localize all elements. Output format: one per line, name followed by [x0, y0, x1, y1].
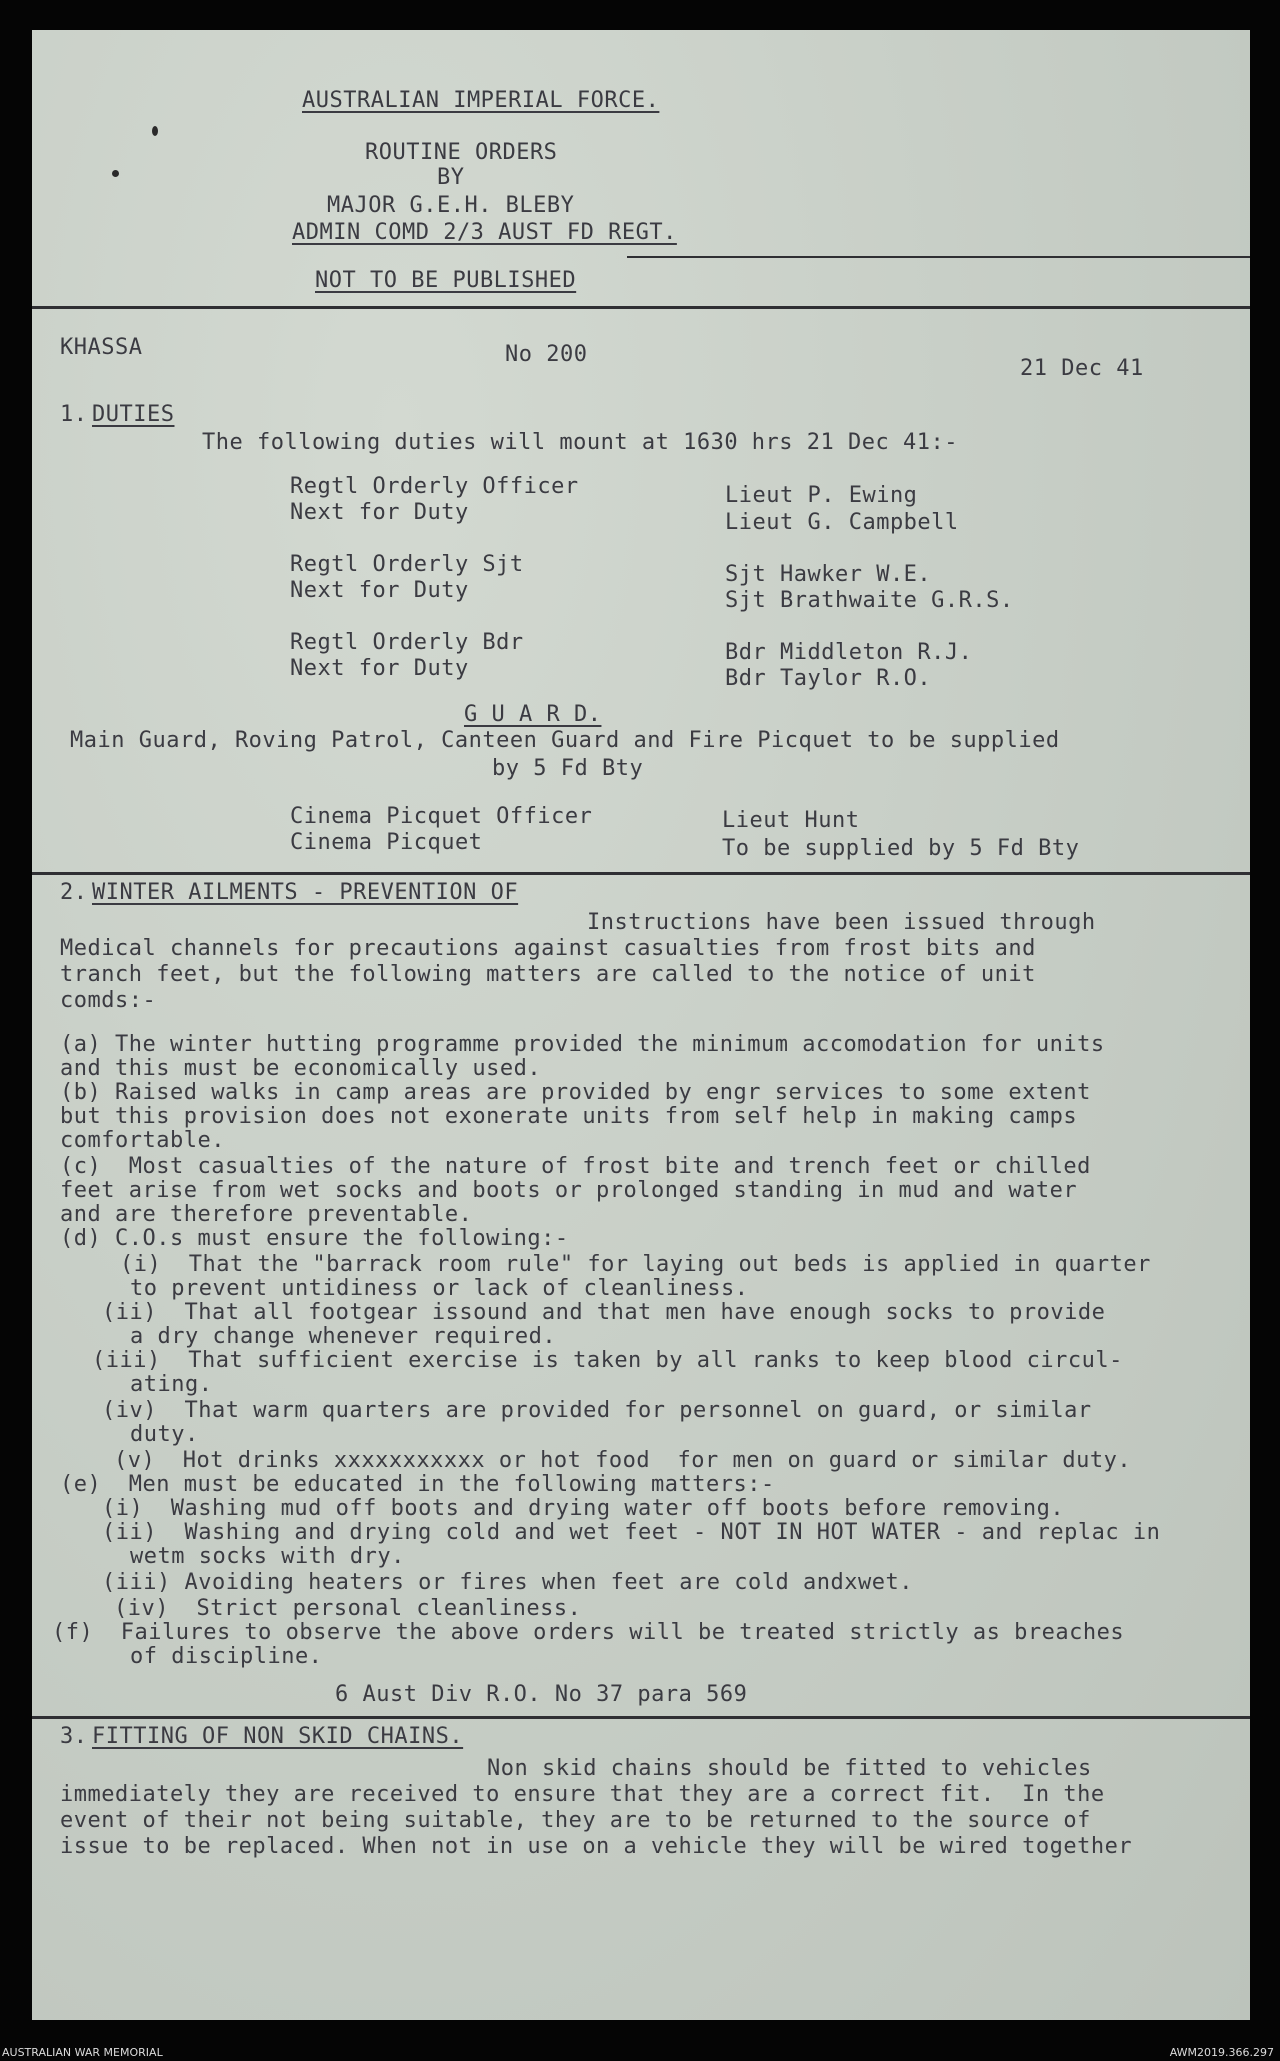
admin-comd: ADMIN COMD 2/3 AUST FD REGT.	[292, 220, 677, 245]
body-line: (d) C.O.s must ensure the following:-	[60, 1226, 569, 1251]
divider	[32, 872, 1250, 875]
ink-speck	[152, 126, 158, 136]
duty-name: Lieut G. Campbell	[725, 510, 959, 535]
order-number: No 200	[505, 342, 588, 367]
section-1-number: 1.	[60, 402, 88, 427]
section-2-number: 2.	[60, 880, 88, 905]
body-line: (i) That the "barrack room rule" for laying out beds is applied in quarter	[120, 1252, 1151, 1277]
body-line: (iv) That warm quarters are provided for personnel on guard, or similar	[102, 1398, 1092, 1423]
duty-name: Bdr Taylor R.O.	[725, 666, 932, 691]
body-line: (c) Most casualties of the nature of frost bite and trench feet or chilled	[60, 1154, 1091, 1179]
section-3-number: 3.	[60, 1724, 88, 1749]
orders-title: ROUTINE ORDERS	[365, 140, 558, 165]
body-line: tranch feet, but the following matters are called to the notice of unit	[60, 962, 1036, 987]
divider	[627, 256, 1250, 258]
body-line: but this provision does not exonerate units from self help in making camps	[60, 1104, 1078, 1129]
duty-name: Sjt Hawker W.E.	[725, 562, 932, 587]
body-line: wetm socks with dry.	[130, 1544, 405, 1569]
cinema-name: Lieut Hunt	[722, 808, 860, 833]
body-line: Non skid chains should be fitted to vehicles	[487, 1756, 1092, 1781]
section-3-heading: FITTING OF NON SKID CHAINS.	[92, 1724, 464, 1749]
body-line: (ii) Washing and drying cold and wet feet - NOT IN HOT WATER - and replac in	[102, 1520, 1161, 1545]
body-line: feet arise from wet socks and boots or prolonged standing in mud and water	[60, 1178, 1078, 1203]
document-page	[32, 30, 1250, 2020]
footer-credit: AUSTRALIAN WAR MEMORIAL	[2, 2046, 163, 2059]
body-line: (e) Men must be educated in the following matters:-	[60, 1472, 775, 1497]
duty-role: Next for Duty	[290, 500, 469, 525]
duty-role: Next for Duty	[290, 656, 469, 681]
divider	[32, 306, 1250, 309]
orders-by: BY	[437, 165, 465, 190]
duty-role: Next for Duty	[290, 578, 469, 603]
body-line: duty.	[130, 1422, 199, 1447]
duty-role: Regtl Orderly Sjt	[290, 552, 524, 577]
body-line: immediately they are received to ensure that they are a correct fit. In the	[60, 1782, 1105, 1807]
cinema-role: Cinema Picquet Officer	[290, 804, 593, 829]
duty-role: Regtl Orderly Bdr	[290, 630, 524, 655]
body-line: event of their not being suitable, they are to be returned to the source of	[60, 1808, 1091, 1833]
body-line: to prevent untidiness or lack of cleanliness.	[130, 1276, 749, 1301]
major-name: MAJOR G.E.H. BLEBY	[327, 193, 575, 218]
order-date: 21 Dec 41	[1020, 356, 1144, 381]
body-line: (iii) Avoiding heaters or fires when feet are cold andxwet.	[102, 1570, 913, 1595]
body-line: and are therefore preventable.	[60, 1202, 473, 1227]
cinema-name: To be supplied by 5 Fd Bty	[722, 836, 1080, 861]
section-1-heading: DUTIES	[92, 402, 175, 427]
cinema-role: Cinema Picquet	[290, 830, 483, 855]
body-line: and this must be economically used.	[60, 1056, 542, 1081]
section-2-heading: WINTER AILMENTS - PREVENTION OF	[92, 880, 519, 905]
footer-accession: AWM2019.366.297	[1169, 2046, 1274, 2059]
body-line: (ii) That all footgear issound and that men have enough socks to provide	[102, 1300, 1106, 1325]
duty-role: Regtl Orderly Officer	[290, 474, 579, 499]
guard-line: Main Guard, Roving Patrol, Canteen Guard and Fire Picquet to be supplied	[70, 728, 1060, 753]
guard-heading: G U A R D.	[464, 702, 602, 727]
body-line: (f) Failures to observe the above orders will be treated strictly as breaches	[52, 1620, 1125, 1645]
body-line: Instructions have been issued through	[587, 910, 1096, 935]
place: KHASSA	[60, 335, 143, 360]
body-line: of discipline.	[130, 1644, 323, 1669]
body-line: (b) Raised walks in camp areas are provided by engr services to some extent	[60, 1080, 1091, 1105]
body-line: (iii) That sufficient exercise is taken by all ranks to keep blood circul-	[92, 1348, 1123, 1373]
body-line: issue to be replaced. When not in use on a vehicle they will be wired together	[60, 1834, 1133, 1859]
body-line: (v) Hot drinks xxxxxxxxxxx or hot food for men on guard or similar duty.	[114, 1448, 1132, 1473]
body-line: (i) Washing mud off boots and drying water off boots before removing.	[102, 1496, 1065, 1521]
body-line: (a) The winter hutting programme provided the minimum accomodation for units	[60, 1032, 1105, 1057]
force-title: AUSTRALIAN IMPERIAL FORCE.	[302, 88, 660, 113]
body-line: (iv) Strict personal cleanliness.	[114, 1596, 582, 1621]
guard-line: by 5 Fd Bty	[492, 756, 644, 781]
ink-speck	[112, 170, 119, 177]
reference: 6 Aust Div R.O. No 37 para 569	[335, 1682, 748, 1707]
restriction-note: NOT TO BE PUBLISHED	[315, 268, 577, 293]
body-line: comfortable.	[60, 1128, 225, 1153]
divider	[32, 1716, 1250, 1719]
duty-name: Sjt Brathwaite G.R.S.	[725, 588, 1014, 613]
body-line: comds:-	[60, 988, 157, 1013]
duties-intro: The following duties will mount at 1630 hrs 21 Dec 41:-	[202, 430, 958, 455]
body-line: Medical channels for precautions against casualties from frost bits and	[60, 936, 1036, 961]
duty-name: Bdr Middleton R.J.	[725, 640, 973, 665]
duty-name: Lieut P. Ewing	[725, 483, 918, 508]
body-line: a dry change whenever required.	[130, 1324, 557, 1349]
body-line: ating.	[130, 1372, 213, 1397]
